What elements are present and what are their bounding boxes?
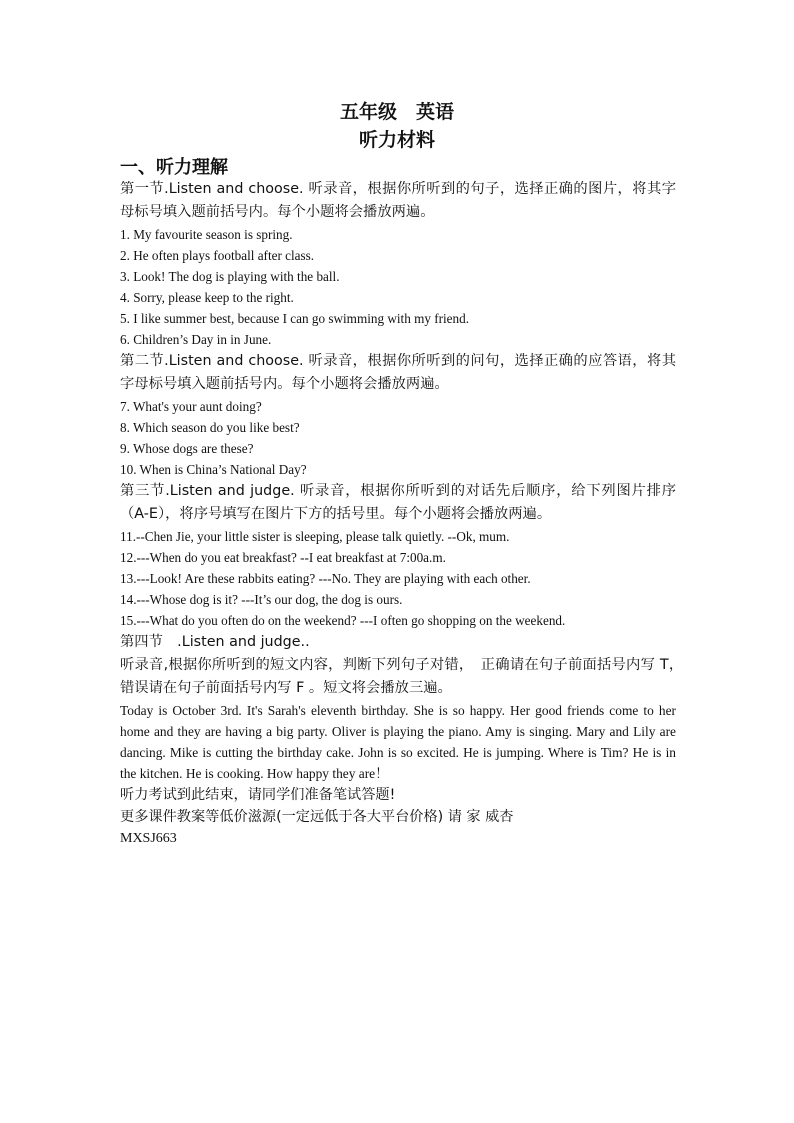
list-item: 7. What's your aunt doing? [120,399,262,414]
document-body [120,178,691,850]
section-heading: 一、听力理解 [120,157,228,178]
page-title: 五年级 英语 [339,101,454,123]
page-subtitle: 听力材料 [358,129,435,151]
list-item: 9. Whose dogs are these? [120,441,254,456]
promo-code: MXSJ663 [120,831,177,846]
list-item: 5. I like summer best, because I can go swimming with my friend. [120,311,470,326]
list-item: 4. Sorry, please keep to the right. [120,290,294,305]
listening-passage: Today is October 3rd. It's Sarah's eleventh birthday. She is so happy. Her good friends come to her home and they are having a big party. Oliver is playing the piano. Amy is singing. Mary and Lily are dancing. Mike is cutting the birthday cake. John is so excited. He is jumping. Where is Tim? He is in the kitchen. He is cooking. How happy they are！ [120,703,676,781]
list-item: 12.---When do you eat breakfast? --I eat breakfast at 7:00a.m. [120,550,446,565]
part4-heading: 第四节 .Listen and judge.. [120,634,310,650]
part3-instruction: 第三节.Listen and judge. 听录音，根据你所听到的对话先后顺序，给下列图片排序（A-E），将序号填写在图片下方的括号里。每个小题将会播放两遍。 [120,483,676,522]
part2-instruction: 第二节.Listen and choose. 听录音，根据你所听到的问句，选择正确的应答语，将其字母标号填入题前括号内。每个小题将会播放两遍。 [120,353,676,392]
list-item: 6. Children’s Day in in June. [120,332,272,347]
list-item: 15.---What do you often do on the weekend? ---I often go shopping on the weekend. [120,613,566,628]
list-item: 11.--Chen Jie, your little sister is sleeping, please talk quietly. --Ok, mum. [120,529,510,544]
list-item: 8. Which season do you like best? [120,420,300,435]
list-item: 10. When is China’s National Day? [120,462,307,477]
part4-instruction: 听录音,根据你所听到的短文内容，判断下列句子对错， 正确请在句子前面括号内写 T， 错误请在句子前面括号内写 F 。短文将会播放三遍。 [120,657,691,696]
end-note: 听力考试到此结束，请同学们准备笔试答题! [120,787,396,803]
promo-text: 更多课件教案等低价滋源(一定远低于各大平台价格) 请 家 威杏 [120,809,514,825]
list-item: 14.---Whose dog is it? ---It’s our dog, the dog is ours. [120,592,403,607]
list-item: 1. My favourite season is spring. [120,227,293,242]
list-item: 2. He often plays football after class. [120,248,315,263]
list-item: 3. Look! The dog is playing with the ball. [120,269,340,284]
list-item: 13.---Look! Are these rabbits eating? ---No. They are playing with each other. [120,571,531,586]
part1-instruction: 第一节.Listen and choose. 听录音，根据你所听到的句子，选择正确的图片，将其字母标号填入题前括号内。每个小题将会播放两遍。 [120,181,676,220]
